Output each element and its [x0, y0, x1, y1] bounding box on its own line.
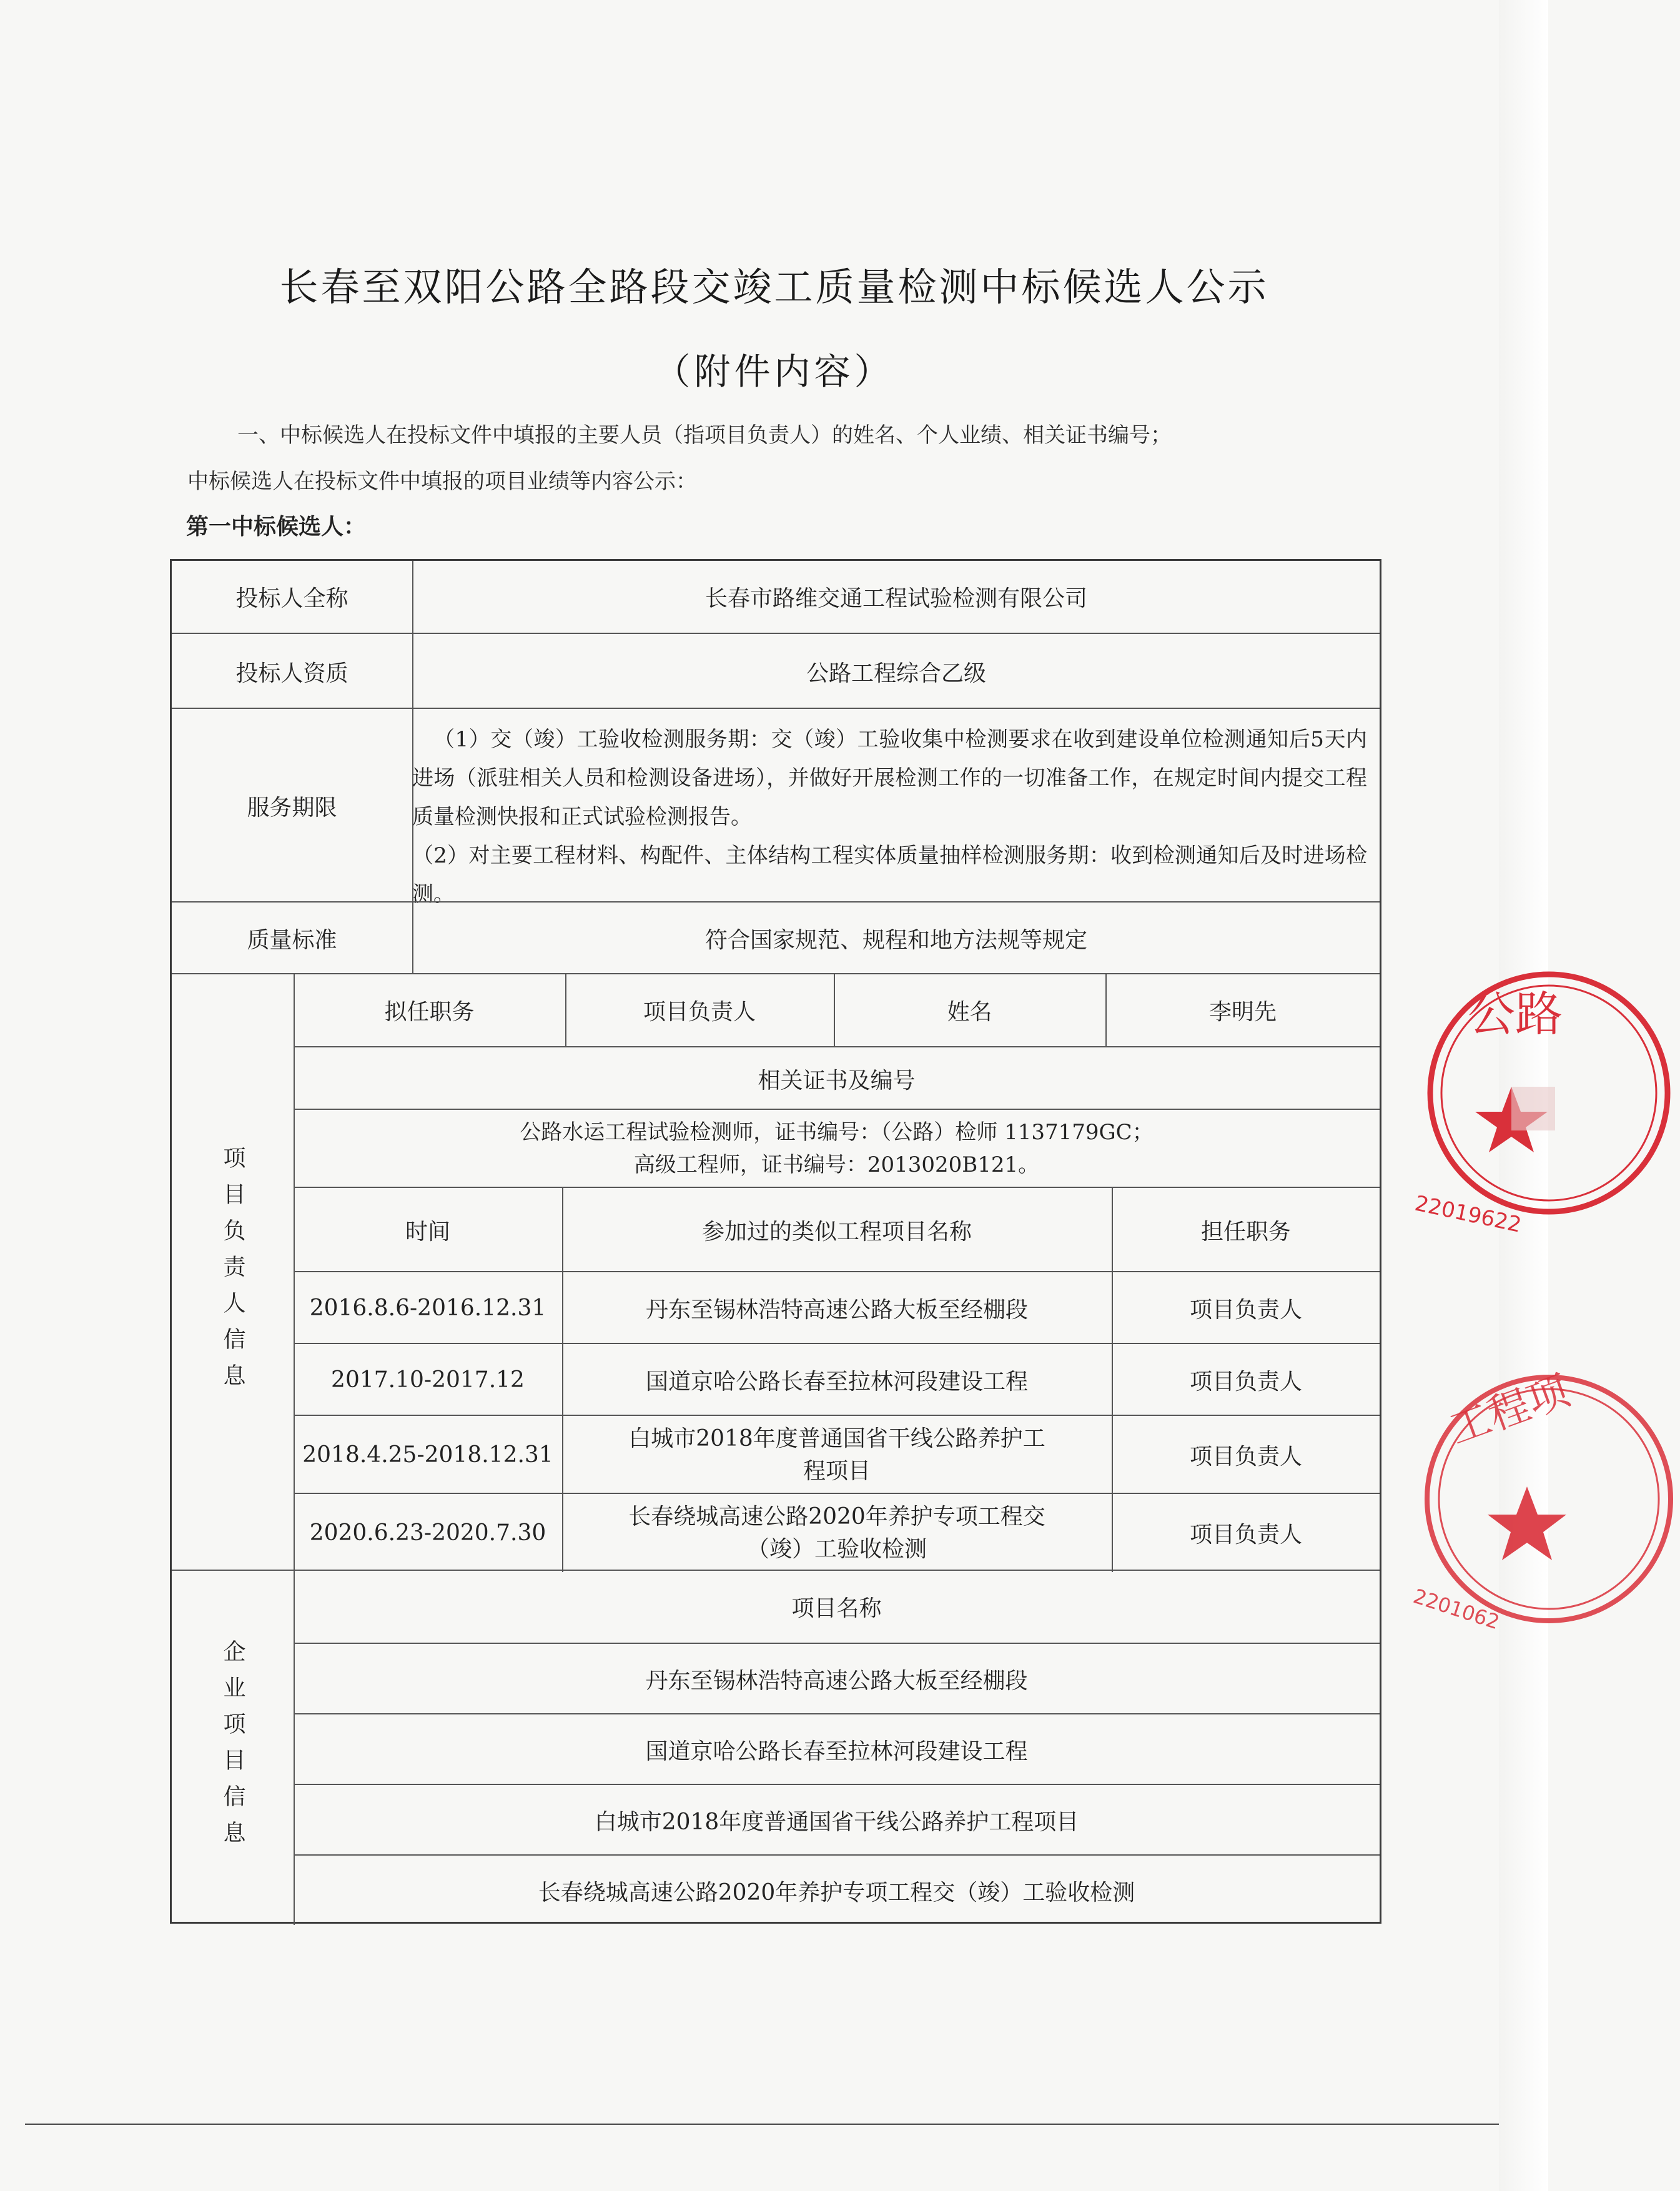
pm-position-row — [294, 974, 1380, 1046]
stamp-2-number: 2201062 — [1410, 1584, 1503, 1635]
intro-line-1: 一、中标候选人在投标文件中填报的主要人员（指项目负责人）的姓名、个人业绩、相关证书编号； — [237, 423, 1172, 448]
row-bidder-name — [172, 561, 1380, 633]
document-title: 长春至双阳公路全路段交竣工质量检测中标候选人公示 — [279, 264, 1269, 310]
stamp-2-text: 工程项 — [1443, 1366, 1576, 1454]
qualification-value: 公路工程综合乙级 — [806, 660, 986, 686]
row-quality-standard — [172, 901, 1380, 974]
certs-header-row — [294, 1046, 1380, 1110]
pm-section — [172, 973, 1380, 1571]
cert-line-1: 公路水运工程试验检测师，证书编号：（公路）检师 1137179GC； — [520, 1120, 1154, 1145]
list-item — [294, 1643, 1380, 1714]
pm-position-value: 项目负责人 — [643, 999, 756, 1025]
bidder-name-label: 投标人全称 — [235, 586, 348, 611]
company-section-label: 企业项目信息 — [220, 1639, 245, 1857]
table-row — [294, 1343, 1380, 1416]
company-project: 丹东至锡林浩特高速公路大板至经棚段 — [645, 1668, 1028, 1694]
perf-project: 丹东至锡林浩特高速公路大板至经棚段 — [645, 1297, 1028, 1323]
company-project: 国道京哈公路长春至拉林河段建设工程 — [645, 1739, 1028, 1764]
pm-section-label-cell — [172, 974, 294, 1571]
perf-time: 2018.4.25-2018.12.31 — [302, 1442, 553, 1468]
stamp-2-graphic — [1399, 1337, 1674, 1661]
pm-name-value: 李明先 — [1208, 999, 1277, 1025]
qualification-label: 投标人资质 — [235, 660, 348, 686]
perf-project: 长春绕城高速公路2020年养护专项工程交（竣）工验收检测 — [628, 1503, 1045, 1562]
perf-header-project: 参加过的类似工程项目名称 — [701, 1219, 972, 1245]
bottom-rule — [25, 2124, 1499, 2125]
perf-project: 白城市2018年度普通国省干线公路养护工程项目 — [628, 1425, 1045, 1484]
perf-role: 项目负责人 — [1189, 1522, 1302, 1548]
cert-line-2: 高级工程师，证书编号：2013020B121。 — [633, 1152, 1040, 1177]
certs-row — [294, 1109, 1380, 1188]
service-period-text — [412, 709, 1367, 907]
pm-section-label: 项目负责人信息 — [220, 1145, 245, 1400]
row-service-period — [172, 708, 1380, 907]
company-project: 白城市2018年度普通国省干线公路养护工程项目 — [594, 1809, 1079, 1835]
certs-header: 相关证书及编号 — [758, 1067, 916, 1094]
document-subtitle: （附件内容） — [654, 350, 894, 393]
perf-project: 国道京哈公路长春至拉林河段建设工程 — [645, 1369, 1028, 1395]
pm-position-label: 拟任职务 — [384, 999, 475, 1025]
perf-time: 2016.8.6-2016.12.31 — [309, 1295, 546, 1321]
list-item — [294, 1784, 1380, 1856]
candidate-label: 第一中标候选人： — [186, 513, 367, 540]
quality-value: 符合国家规范、规程和地方法规等规定 — [704, 927, 1087, 953]
table-row — [294, 1271, 1380, 1344]
intro-line-2: 中标候选人在投标文件中填报的项目业绩等内容公示： — [187, 469, 697, 494]
stamp-1-graphic — [1412, 924, 1680, 1249]
perf-header-role: 担任职务 — [1200, 1219, 1291, 1245]
table-row — [294, 1493, 1380, 1572]
service-period-para-2: （2）对主要工程材料、构配件、主体结构工程实体质量抽样检测服务期：收到检测通知后及时进场检测。 — [412, 843, 1367, 907]
company-section-label-cell — [172, 1571, 294, 1925]
stamp-1-number: 22019622 — [1412, 1190, 1524, 1238]
company-header-row — [294, 1571, 1380, 1643]
company-project: 长春绕城高速公路2020年养护专项工程交（竣）工验收检测 — [538, 1880, 1135, 1906]
star-icon — [1488, 1486, 1566, 1560]
perf-time: 2017.10-2017.12 — [331, 1367, 525, 1393]
quality-label: 质量标准 — [247, 927, 337, 953]
perf-role: 项目负责人 — [1189, 1369, 1302, 1395]
company-header: 项目名称 — [791, 1596, 882, 1621]
stamp-2 — [1399, 1337, 1576, 1661]
stamp-1-text: 公路 — [1468, 986, 1563, 1042]
certs-text — [294, 1116, 1380, 1181]
perf-header-row — [294, 1187, 1380, 1272]
pm-name-label: 姓名 — [947, 999, 992, 1025]
candidate-table — [170, 559, 1381, 1924]
intro-paragraph — [187, 412, 1361, 505]
table-row — [294, 1415, 1380, 1494]
perf-header-time: 时间 — [405, 1219, 450, 1245]
service-period-para-1: （1）交（竣）工验收检测服务期：交（竣）工验收集中检测要求在收到建设单位检测通知后5天内进场（派驻相关人员和检测设备进场），并做好开展检测工作的一切准备工作，在规定时间内提交工程质量检测快报和正式试验检测报告。 — [412, 727, 1367, 829]
row-qualification — [172, 633, 1380, 709]
list-item — [294, 1713, 1380, 1785]
service-period-label: 服务期限 — [247, 794, 337, 821]
perf-role: 项目负责人 — [1189, 1444, 1302, 1470]
list-item — [294, 1854, 1380, 1926]
bidder-name-value: 长春市路维交通工程试验检测有限公司 — [704, 586, 1087, 611]
company-section — [172, 1570, 1380, 1925]
perf-role: 项目负责人 — [1189, 1297, 1302, 1323]
perf-time: 2020.6.23-2020.7.30 — [309, 1520, 546, 1546]
stamp-1 — [1412, 924, 1563, 1249]
